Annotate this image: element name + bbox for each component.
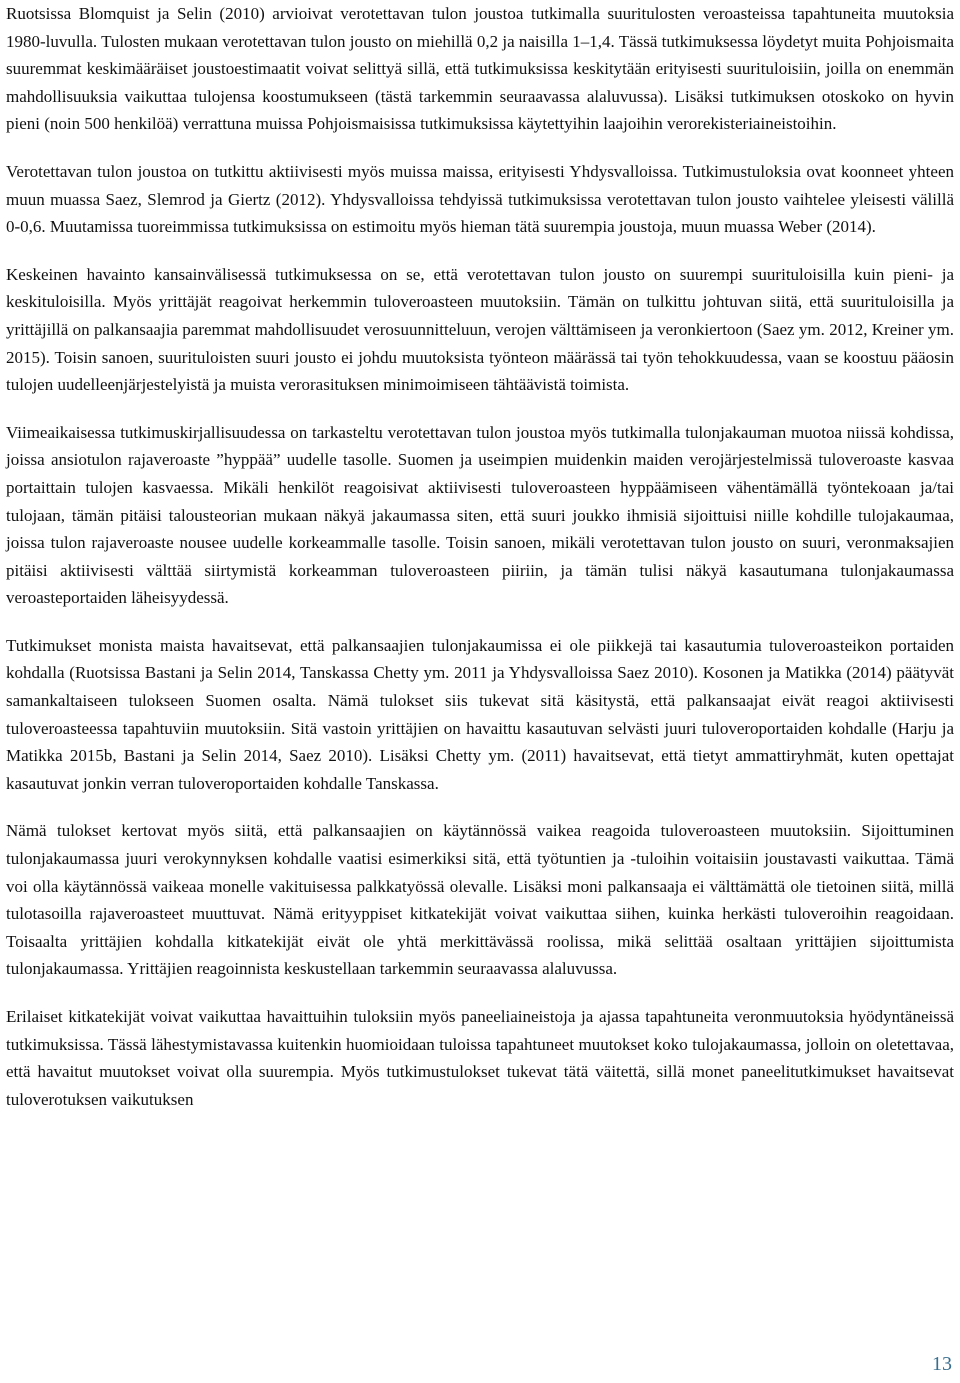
paragraph-sweden-elasticity: Ruotsissa Blomquist ja Selin (2010) arvioivat verotettavan tulon joustoa tutkimalla suuritulosten veroasteissa tapahtuneita muutoksia 1980-luvulla. Tulosten mukaan verotettavan tulon jousto on miehillä 0,2 ja naisilla 1–1,4. Tässä tutkimuksessa löydetyt muita Pohjoismaita suuremmat keskimääräiset joustoestimaatit voivat selittyä sillä, että tutkimuksissa keskitytään erityisesti suurituloisiin, joilla on enemmän mahdollisuuksia vaikuttaa tulojensa koostumukseen (tästä tarkemmin seuraavassa alaluvussa). Lisäksi tutkimuksen otoskoko on hyvin pieni (noin 500 henkilöä) verrattuna muissa Pohjoismaisissa tutkimuksissa käytettyihin laajoihin verorekisteriaineistoihin. — [6, 4, 954, 134]
paragraph-key-finding: Keskeinen havainto kansainvälisessä tutkimuksessa on se, että verotettavan tulon jousto on suurempi suurituloisilla kuin pieni- ja keskituloisilla. Myös yrittäjät reagoivat herkemmin tuloveroasteen muutoksiin. Tämän on tulkittu johtuvan siitä, että suurituloisilla ja yrittäjillä on palkansaajia paremmat mahdollisuudet verosuunnitteluun, verojen välttämiseen ja veronkiertoon (Saez ym. 2012, Kreiner ym. 2015). Toisin sanoen, suurituloisten suuri jousto ei johdu muutoksista työnteon määrässä tai työn tehokkuudessa, vaan se koostuu pääosin tulojen uudelleenjärjestelyistä ja muista verorasituksen minimoimiseen tähtäävistä toimista. — [6, 264, 954, 395]
paragraph-studies: Tutkimukset monista maista havaitsevat, että palkansaajien tulonjakaumissa ei ole piikkejä tai kasautumia tuloveroasteikon portaiden kohdalla (Ruotsissa Bastani ja Selin 2014, Tanskassa Chetty ym. 2011 ja Yhdysvalloissa Saez 2010). Kosonen ja Matikka (2014) päätyvät samankaltaiseen tulokseen Suomen osalta. Nämä tulokset siis tukevat sitä käsitystä, että palkansaajat eivät reagoi aktiivisesti tuloveroasteessa tapahtuviin muutoksiin. Sitä vastoin yrittäjien on havaittu kasautuvan selvästi juuri tuloveroportaiden kohdalle (Harju ja Matikka 2015b, Bastani ja Selin 2014, Saez 2010). Lisäksi Chetty ym. (2011) havaitsevat, että tietyt ammattiryhmät, kuten opettajat kasautuvat jonkin verran tuloveroportaiden kohdalle Tanskassa. — [6, 635, 954, 793]
paragraph-gap — [6, 797, 954, 817]
paragraph-gap — [6, 983, 954, 1003]
paragraph-bunching: Viimeaikaisessa tutkimuskirjallisuudessa on tarkasteltu verotettavan tulon joustoa myös tutkimalla tulonjakauman muotoa niissä kohdissa, joissa ansiotulon rajaveroaste ”hyppää” uudelle tasolle. Suomen ja useimpien muidenkin maiden verojärjestelmissä tuloveroaste kasvaa portaittain tulojen kasvaessa. Mikäli henkilöt reagoisivat aktiivisesti tuloveroasteen hyppäämiseen vähentämällä työntekoaan ja/tai tulojaan, tämän pitäisi talousteorian mukaan näkyä jakaumassa siten, että suuri joukko ihmisiä sijoittuisi niille kohdille tulojakaumaa, joissa tulon rajaveroaste nousee uudelle korkeammalle tasolle. Toisin sanoen, mikäli verotettavan tulon jousto on suuri, veronmaksajien pitäisi aktiivisesti välttää siirtymistä korkeamman tuloveroasteen piiriin, ja tämän tulisi näkyä kasautumana tulonjakaumassa veroasteportaiden läheisyydessä. — [6, 422, 954, 608]
paragraph-frictions: Nämä tulokset kertovat myös siitä, että palkansaajien on käytännössä vaikea reagoida tuloveroasteen muutoksiin. Sijoittuminen tulonjakaumassa juuri verokynnyksen kohdalle vaatisi esimerkiksi sitä, että työtuntien ja -tuloihin voitaisiin joustavasti vaikuttaa. Tämä voi olla käytännössä vaikeaa monelle vakituisessa palkkatyössä olevalle. Lisäksi moni palkansaaja ei välttämättä ole tietoinen siitä, millä tulotasoilla rajaveroasteet muuttuvat. Nämä erityyppiset kitkatekijät voivat vaikuttaa siihen, kuinka herkästi tuloveroihin reagoidaan. Toisaalta yrittäjien kohdalla kitkatekijät eivät ole yhtä merkittävässä roolissa, mikä selittää osaltaan yrittäjien sijoittumista tulonjakaumassa. Yrittäjien reagoinnista keskustellaan tarkemmin seuraavassa alaluvussa. — [6, 821, 954, 979]
page-number: 13 — [932, 1353, 952, 1376]
paragraph-gap — [6, 138, 954, 158]
paragraph-gap — [6, 399, 954, 419]
paragraph-gap — [6, 241, 954, 261]
paragraph-other-countries: Verotettavan tulon joustoa on tutkittu aktiivisesti myös muissa maissa, erityisesti Yhdysvalloissa. Tutkimustuloksia ovat koonneet yhteen muun muassa Saez, Slemrod ja Giertz (2012). Yhdysvalloissa tehdyissä tutkimuksissa verotettavan tulon jousto vaihtelee yleisesti välillä 0-0,6. Muutamissa tuoreimmissa tutkimuksissa on estimoitu myös hieman tätä suurempia joustoja, muun muassa Weber (2014). — [6, 161, 954, 237]
paragraph-panel-data: Erilaiset kitkatekijät voivat vaikuttaa havaittuihin tuloksiin myös paneeliaineistoja ja ajassa tapahtuneita veronmuutoksia hyödyntäneissä tutkimuksissa. Tässä lähestymistavassa kuitenkin huomioidaan tuloissa tapahtuneet muutokset koko tulojakaumassa, jolloin on oletettavaa, että havaitut muutokset voivat olla suurempia. Myös tutkimustulokset tukevat tätä väitettä, sillä monet paneelitutkimukset havaitsevat tuloverotuksen vaikutuksen — [6, 1007, 954, 1109]
paragraph-gap — [6, 612, 954, 632]
